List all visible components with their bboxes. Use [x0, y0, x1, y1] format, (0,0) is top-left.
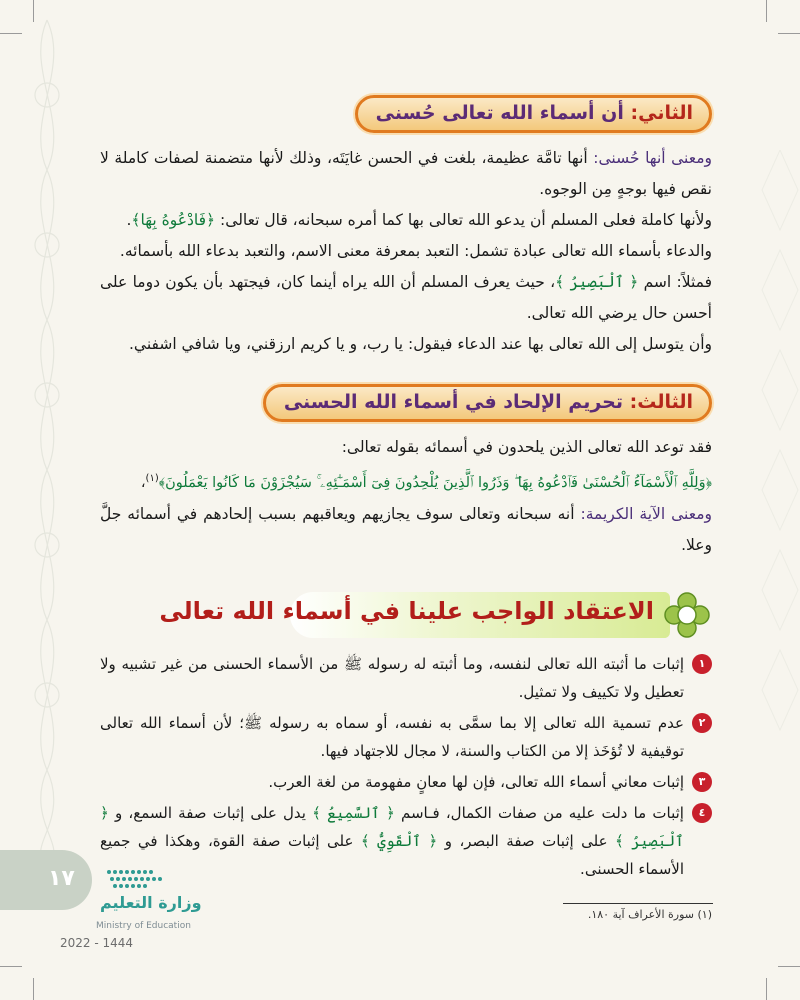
- section-two-title: أن أسماء الله تعالى حُسنى: [375, 102, 624, 124]
- item-number-badge: ٣: [692, 772, 712, 792]
- footnote-ref: (١): [145, 473, 159, 484]
- item-text: إثبات معاني أسماء الله تعالى، فإن لها معانٍ مفهومة من لغة العرب.: [268, 773, 684, 791]
- quran-quote: ﴿ ٱلسَّمِيعُ ﴾: [312, 804, 395, 822]
- ministry-name-en: Ministry of Education: [96, 921, 191, 931]
- paragraph-text: فمثلاً: اسم: [643, 273, 712, 291]
- edition-year: 2022 - 1444: [60, 936, 134, 950]
- item-text: إثبات ما أثبته الله تعالى لنفسه، وما أثبته له رسوله ﷺ من الأسماء الحسنى من غير تشبيه ولا تعطيل ولا تكييف ولا تمثيل.: [100, 655, 684, 701]
- section-two-prefix: الثاني:: [630, 102, 693, 124]
- belief-heading-text: الاعتقاد الواجب علينا في أسماء الله تعالى: [159, 597, 654, 625]
- section-two-paragraph-3: والدعاء بأسماء الله تعالى عبادة تشمل: التعبد بمعرفة معنى الاسم، والتعبد بدعاء الله بأسمائه.: [119, 242, 712, 260]
- footnote-divider: [563, 903, 713, 904]
- item-number-badge: ٤: [692, 803, 712, 823]
- belief-heading: [159, 590, 710, 642]
- section-two-paragraph-4: [100, 267, 712, 329]
- main-content: [100, 95, 712, 561]
- item-text: على إثبات صفة القوة، وهكذا في جميع الأسماء الحسنى.: [100, 832, 684, 878]
- quran-quote: ﴿فَادْعُوهُ بِهَا﴾: [131, 211, 216, 229]
- item-text: إثبات ما دلت عليه من صفات الكمال، فـاسم: [400, 804, 684, 822]
- list-item: [100, 799, 712, 883]
- definition-text: أنها تامَّة عظيمة، بلغت في الحسن غايَتَه، وذلك لأنها متضمنة لصفات كاملة لا نقص فيها بوجهٍ مِن الوجوه.: [100, 149, 712, 198]
- section-two-heading-wrap: [100, 95, 712, 133]
- section-two-paragraph-2: [100, 205, 712, 236]
- section-two-paragraph-5: وأن يتوسل إلى الله تعالى بها عند الدعاء فيقول: يا رب، و يا كريم ارزقني، ويا شافي اشفني.: [128, 335, 712, 353]
- quran-quote: ﴿ ٱلْبَصِيرُ ﴾: [100, 804, 684, 850]
- footnote: (١) سورة الأعراف آية ١٨٠.: [587, 908, 712, 921]
- page-number: ١٧: [48, 866, 75, 891]
- list-item: [100, 709, 712, 765]
- paragraph-text: ولأنها كاملة فعلى المسلم أن يدعو الله تعالى بها كما أمره سبحانه، قال تعالى:: [220, 211, 712, 229]
- decorative-pattern-left: [20, 10, 75, 860]
- crop-mark: [778, 966, 800, 967]
- decorative-pattern-right: [760, 150, 800, 750]
- section-three-heading-wrap: [100, 384, 712, 422]
- comma: ،: [140, 474, 146, 491]
- quran-quote: ﴿ ٱلْبَصِيرُ ﴾: [555, 273, 639, 291]
- section-three-paragraph-2: [100, 499, 712, 561]
- section-three-title: تحريم الإلحاد في أسماء الله الحسنى: [283, 391, 623, 413]
- section-three-verse: [100, 463, 712, 499]
- item-text: على إثبات صفة البصر، و: [444, 832, 608, 850]
- section-three-prefix: الثالث:: [629, 391, 693, 413]
- verse-meaning-lead: ومعنى الآية الكريمة:: [580, 504, 712, 523]
- item-text: يدل على إثبات صفة السمع، و: [114, 804, 306, 822]
- section-two-heading: [355, 95, 712, 133]
- period: .: [126, 211, 132, 229]
- section-three-paragraph-1: فقد توعد الله تعالى الذين يلحدون في أسمائه بقوله تعالى:: [341, 438, 712, 456]
- verse-meaning-text: أنه سبحانه وتعالى سوف يجازيهم ويعاقبهم بسبب إلحادهم في أسمائه جلَّ وعلا.: [100, 504, 712, 554]
- ministry-name: وزارة التعليم: [100, 893, 202, 912]
- crop-mark: [0, 966, 22, 967]
- crop-mark: [33, 978, 34, 1000]
- definition-lead: ومعنى أنها حُسنى:: [593, 149, 712, 167]
- section-three-heading: [263, 384, 712, 422]
- list-item: [100, 650, 712, 706]
- quran-quote: ﴿ ٱلْقَوِيُّ ﴾: [360, 832, 438, 850]
- item-number-badge: ٢: [692, 713, 712, 733]
- paragraph-text: ، حيث يعرف المسلم أن الله يراه أينما كان، فيجتهد بأن يكون دوما على أحسن حال يرضي الله تعالى.: [100, 273, 712, 322]
- section-two-paragraph-1: [100, 143, 712, 205]
- crop-mark: [766, 978, 767, 1000]
- crop-mark: [33, 0, 34, 22]
- ministry-logo-icon: [105, 868, 165, 890]
- crop-mark: [766, 0, 767, 22]
- belief-list: [100, 650, 712, 886]
- crop-mark: [0, 33, 22, 34]
- quran-verse: ﴿وَلِلَّهِ ٱلْأَسْمَآءُ ٱلْحُسْنَىٰ فَٱدْعُوهُ بِهَا ۖ وَذَرُوا ٱلَّذِينَ يُلْحِدُونَ فِىٓ أَسْمَـٰٓئِهِۦ ۚ سَيُجْزَوْنَ مَا كَانُوا يَعْمَلُونَ﴾: [158, 474, 712, 491]
- list-item: [100, 768, 712, 796]
- item-number-badge: ١: [692, 654, 712, 674]
- page-number-tab: [0, 850, 92, 910]
- crop-mark: [778, 33, 800, 34]
- flower-ornament-icon: [664, 592, 710, 638]
- item-text: عدم تسمية الله تعالى إلا بما سمَّى به نفسه، أو سماه به رسوله ﷺ؛ لأن أسماء الله تعالى توقيفية لا تُؤخَذ إلا من الكتاب والسنة، لا مجال للاجتهاد فيها.: [100, 714, 684, 760]
